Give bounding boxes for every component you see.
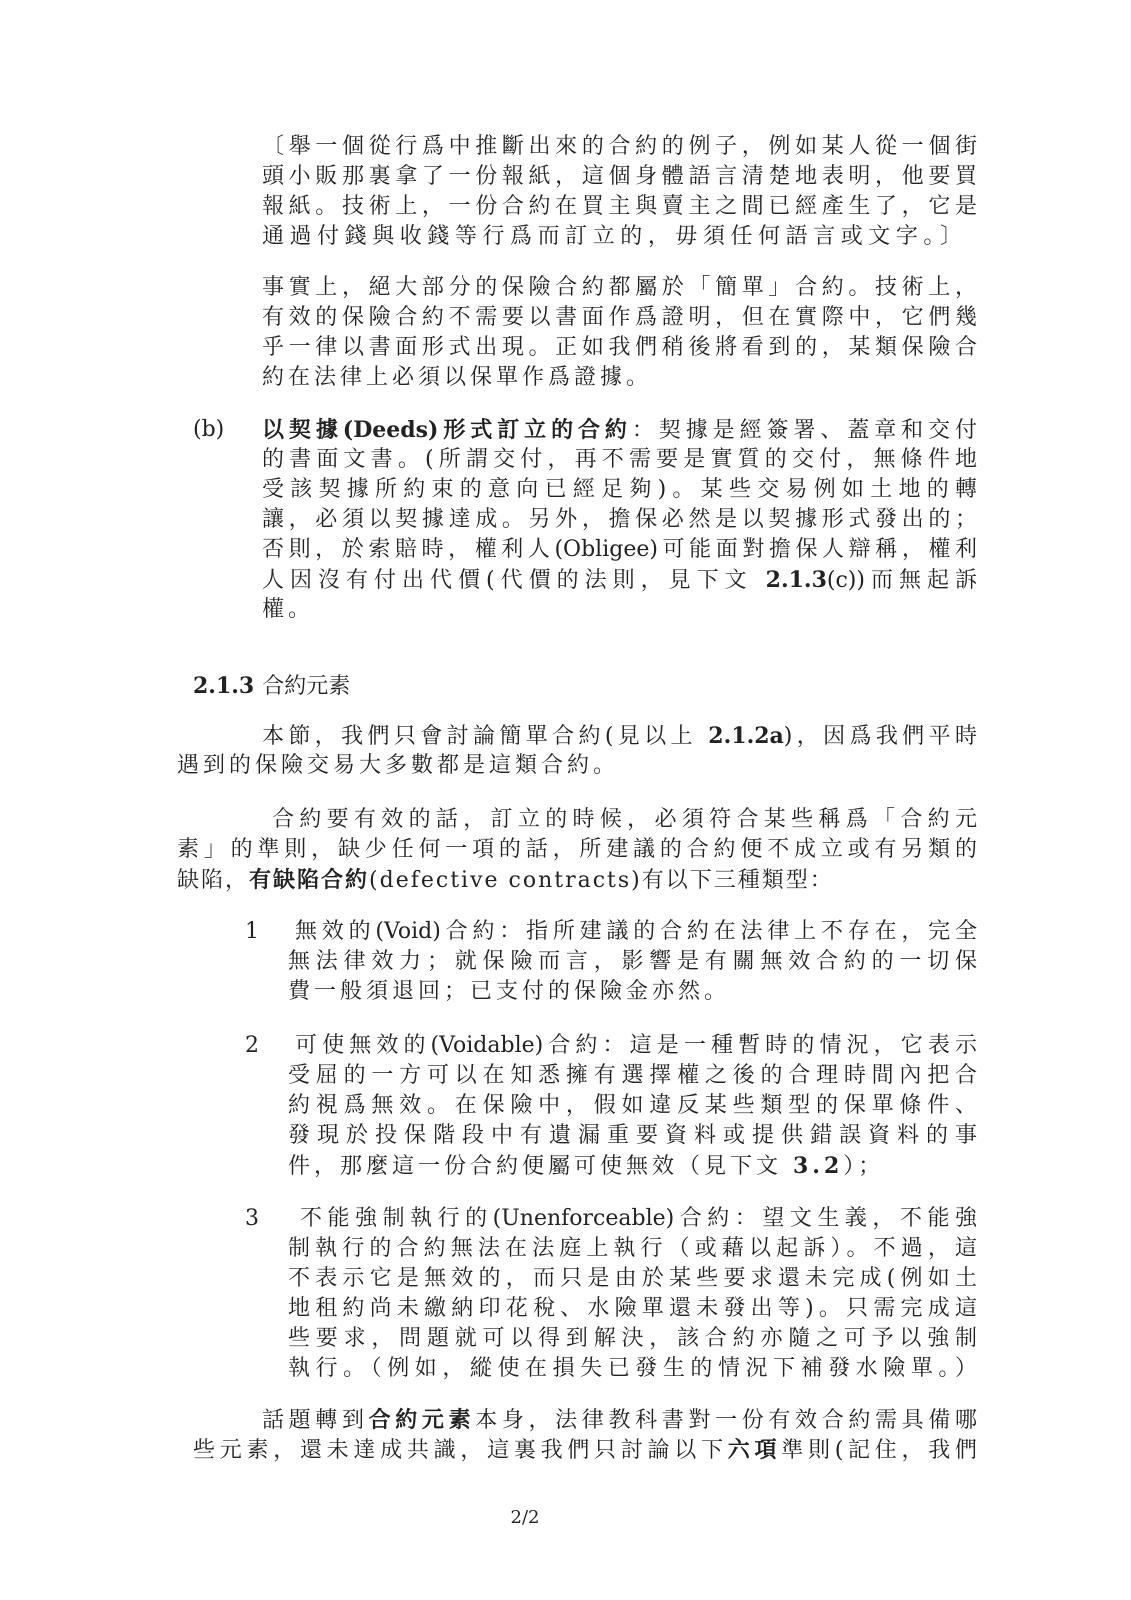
text-line xyxy=(262,565,977,595)
text-line: 遇到的保險交易大多數都是這類合約。 xyxy=(177,753,620,778)
text-line: 制執行的合約無法在法庭上執行（或藉以起訴）。不過，這 xyxy=(288,1236,977,1261)
text-line: 無效的(Void)合約：指所建議的合約在法律上不存在，完全 xyxy=(295,919,977,944)
text-line xyxy=(177,865,977,895)
text-segment: 本身，法律教科書對一份有效合約需具備哪 xyxy=(475,1408,977,1433)
text-segment: 缺陷， xyxy=(177,868,250,893)
text-line xyxy=(262,1405,977,1435)
text-segment: (defective contracts)有以下三種類型： xyxy=(369,868,834,893)
section-title: 合約元素 xyxy=(262,674,351,699)
text-line: 頭小販那裏拿了一份報紙，這個身體語言清楚地表明，他要買 xyxy=(262,164,977,189)
page-number: 2/2 xyxy=(510,1507,540,1528)
simple-contract-note xyxy=(262,273,977,393)
text-line: 執行。（例如，縱使在損失已發生的情況下補發水險單。） xyxy=(288,1356,977,1381)
text-line: 約視爲無效。在保險中，假如違反某些類型的保單條件、 xyxy=(288,1093,977,1118)
cross-reference: 2.1.2a xyxy=(708,723,784,749)
text-line: 素」的準則，缺少任何一項的話，所建議的合約便不成立或有另類的 xyxy=(177,837,977,862)
text-line: 約在法律上必須以保單作爲證據。 xyxy=(262,365,653,390)
text-segment: 人因沒有付出代價(代價的法則，見下文 xyxy=(262,568,766,593)
section-heading xyxy=(193,671,350,701)
text-line: 發現於投保階段中有遺漏重要資料或提供錯誤資料的事 xyxy=(288,1123,977,1148)
text-segment: ）； xyxy=(843,1154,885,1179)
deeds-term: 以契據(Deeds)形式訂立的合約 xyxy=(262,417,632,443)
text-line: 不能強制執行的(Unenforceable)合約：望文生義，不能強 xyxy=(300,1206,977,1231)
text-line xyxy=(288,1151,977,1181)
text-segment: 準則(記住，我們 xyxy=(781,1438,977,1463)
text-segment: 件，那麼這一份合約便屬可使無效（見下文 xyxy=(288,1154,793,1179)
cross-reference: 3.2 xyxy=(793,1153,844,1179)
list-item-voidable-contract xyxy=(288,1031,977,1181)
text-line xyxy=(262,415,977,445)
list-item-unenforceable-contract xyxy=(288,1204,977,1384)
text-line: 權。 xyxy=(262,597,315,622)
list-item-void-contract xyxy=(288,917,977,1007)
bold-term: 合約元素 xyxy=(368,1407,476,1433)
text-line: 合約要有效的話，訂立的時候，必須符合某些稱爲「合約元 xyxy=(272,807,977,832)
text-line: 不表示它是無效的，而只是由於某些要求還未完成(例如土 xyxy=(288,1266,977,1291)
text-line: 〔舉一個從行爲中推斷出來的合約的例子，例如某人從一個街 xyxy=(262,134,977,159)
text-line: 些要求，問題就可以得到解決，該合約亦隨之可予以強制 xyxy=(288,1326,977,1351)
text-line: 讓，必須以契據達成。另外，擔保必然是以契據形式發出的； xyxy=(262,507,977,532)
list-item-number: 3 xyxy=(245,1206,259,1231)
deeds-definition-start: ：契據是經簽署、蓋章和交付 xyxy=(631,418,977,443)
text-line: 乎一律以書面形式出現。正如我們稍後將看到的，某類保險合 xyxy=(262,335,977,360)
cross-reference: 2.1.3 xyxy=(765,567,827,593)
text-segment: 本節，我們只會討論簡單合約(見以上 xyxy=(262,724,709,749)
text-line xyxy=(262,721,977,751)
text-line: 的書面文書。(所謂交付，再不需要是實質的交付，無條件地 xyxy=(262,447,977,472)
list-item-number: 2 xyxy=(245,1033,259,1058)
scope-paragraph xyxy=(177,721,977,781)
text-line: 事實上，絕大部分的保險合約都屬於「簡單」合約。技術上， xyxy=(262,275,977,300)
text-line: 通過付錢與收錢等行爲而訂立的，毋須任何語言或文字。〕 xyxy=(262,224,962,249)
text-line: 受屈的一方可以在知悉擁有選擇權之後的合理時間內把合 xyxy=(288,1063,977,1088)
inference-example-note xyxy=(262,132,977,252)
text-line: 受該契據所約束的意向已經足夠)。某些交易例如土地的轉 xyxy=(262,477,977,502)
text-line: 無法律效力；就保險而言，影響是有關無效合約的一切保 xyxy=(288,949,977,974)
text-line: 報紙。技術上，一份合約在買主與賣主之間已經產生了，它是 xyxy=(262,194,977,219)
text-line: 否則，於索賠時，權利人(Obligee)可能面對擔保人辯稱，權利 xyxy=(262,537,977,562)
deeds-item-label: (b) xyxy=(193,417,225,442)
text-segment: 話題轉到 xyxy=(262,1408,369,1433)
text-segment: (c))而無起訴 xyxy=(826,568,977,593)
bold-term: 六項 xyxy=(727,1437,782,1463)
text-segment: 些元素，還未達成共識，這裏我們只討論以下 xyxy=(193,1438,728,1463)
contract-elements-paragraph xyxy=(177,805,977,895)
list-item-number: 1 xyxy=(245,919,259,944)
text-segment: )，因爲我們平時 xyxy=(783,724,977,749)
text-line: 可使無效的(Voidable)合約：這是一種暫時的情況，它表示 xyxy=(295,1033,977,1058)
closing-paragraph xyxy=(193,1405,977,1465)
deeds-item xyxy=(262,415,977,625)
text-line: 地租約尚未繳納印花稅、水險單還未發出等)。只需完成這 xyxy=(288,1296,977,1321)
text-line xyxy=(193,1435,977,1465)
section-number: 2.1.3 xyxy=(193,673,255,699)
text-line: 費一般須退回；已支付的保險金亦然。 xyxy=(288,979,731,1004)
bold-term: 有缺陷合約 xyxy=(249,867,370,893)
text-line: 有效的保險合約不需要以書面作爲證明，但在實際中，它們幾 xyxy=(262,305,977,330)
